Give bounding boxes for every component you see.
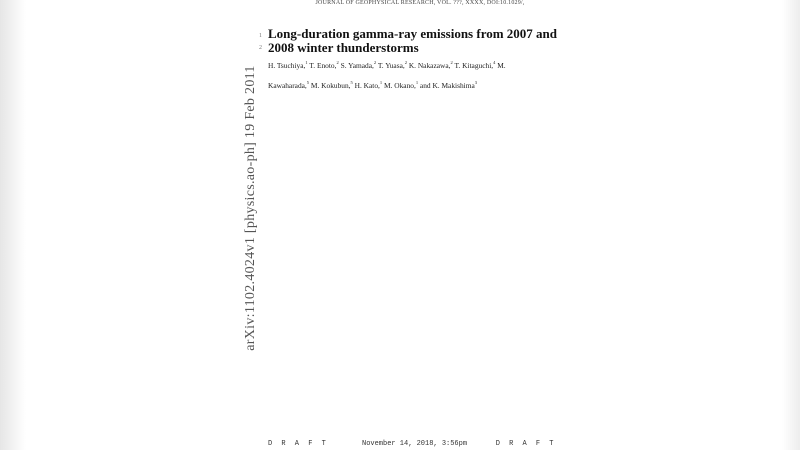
affiliation-mark: 1 — [379, 80, 383, 85]
author-name: T. Kitaguchi, — [454, 61, 494, 70]
author-name: M. Kawaharada, — [268, 61, 506, 90]
journal-header: JOURNAL OF GEOPHYSICAL RESEARCH, VOL. ???, XXXX, DOI:10.1029/, — [315, 0, 525, 6]
affiliation-mark: 2 — [373, 60, 377, 65]
footer-date: November 14, 2018, 3:56pm — [362, 440, 468, 448]
affiliation-mark: 5 — [350, 80, 353, 85]
arxiv-stamp: arXiv:1102.4024v1 [physics.ao-ph] 19 Feb 2011 — [243, 65, 258, 351]
line-number-1: 1 — [259, 33, 262, 39]
author-list — [268, 54, 530, 94]
line-number-2: 2 — [259, 45, 262, 51]
author-name: T. Yuasa, — [377, 61, 405, 70]
affiliation-mark: 1 — [305, 60, 308, 65]
affiliation-mark: 1 — [415, 80, 419, 85]
affiliation-mark: 2 — [450, 60, 453, 65]
author-name: T. Enoto, — [309, 61, 337, 70]
page-footer — [268, 440, 556, 450]
author-name: M. Kokubun, — [310, 81, 351, 90]
author-name: H. Kato, — [354, 81, 380, 90]
author-name: K. Nakazawa, — [408, 61, 451, 70]
page-edge-left — [0, 0, 26, 450]
affiliation-mark: 5 — [306, 80, 310, 85]
affiliation-mark: 4 — [493, 60, 496, 65]
author-name: M. Okano, — [383, 81, 416, 90]
author-name: S. Yamada, — [340, 61, 374, 70]
draft-label-left: D R A F T — [268, 440, 329, 448]
paper-title: Long-duration gamma-ray emissions from 2007 and 2008 winter thunderstorms — [268, 26, 558, 55]
affiliation-mark: 2 — [404, 60, 407, 65]
page-edge-right — [782, 0, 800, 450]
author-name: and K. Makishima — [419, 81, 475, 90]
affiliation-mark: 3 — [474, 80, 477, 85]
draft-label-right: D R A F T — [495, 440, 556, 448]
author-name: H. Tsuchiya, — [268, 61, 306, 70]
affiliation-mark: 2 — [336, 60, 339, 65]
